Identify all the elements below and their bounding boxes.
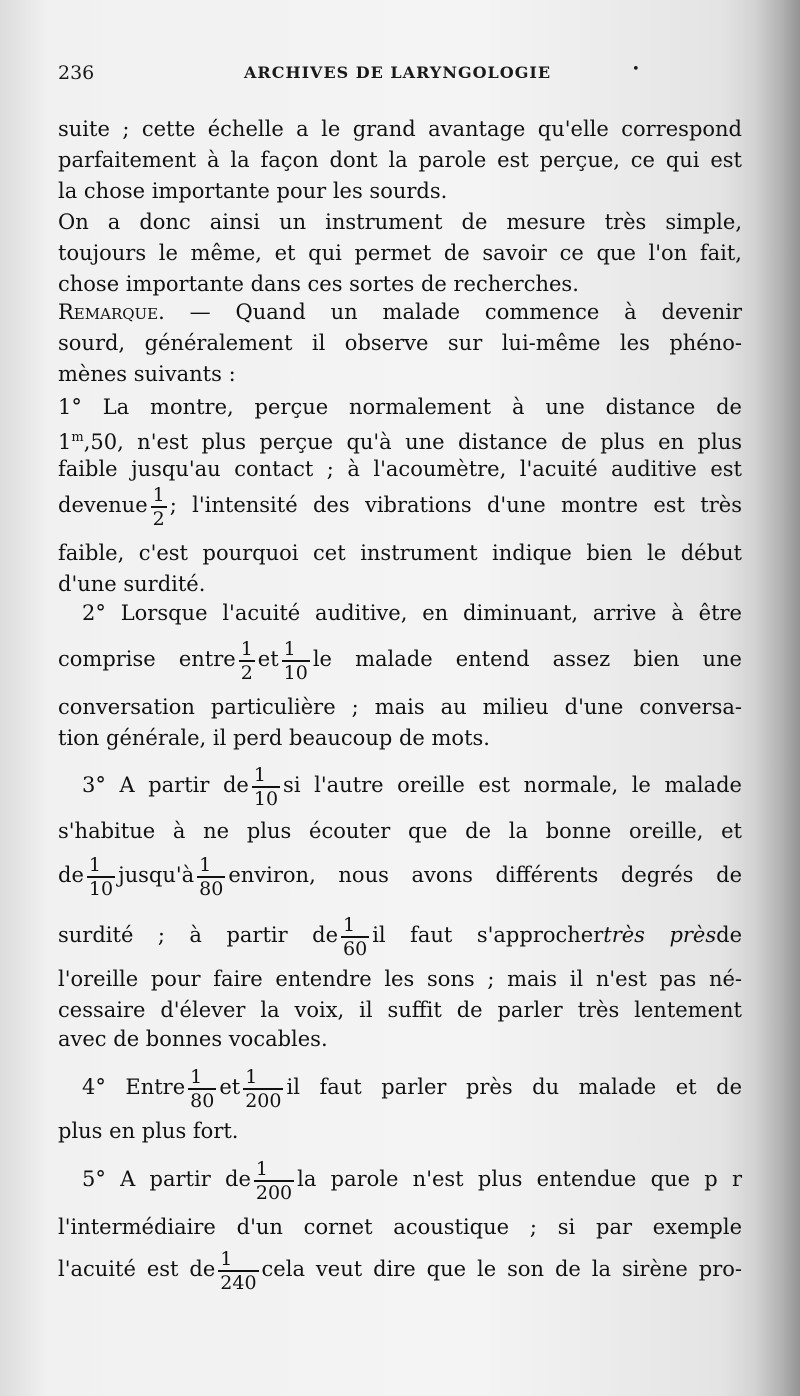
text-line: tion générale, il perd beaucoup de mots. <box>58 726 490 750</box>
fraction: $\frac{1}{80}$ <box>190 1065 215 1112</box>
text-line: devenue $\frac{1}{2}$ ; l'intensité des vibrations d'une montre est très <box>58 483 742 530</box>
text-line: s'habitue à ne plus écouter que de la bonne oreille, et <box>58 819 742 843</box>
text-line: conversation particulière ; mais au milieu d'une conversa- <box>58 695 742 719</box>
text-line: comprise entre $\frac{1}{2}$ et $\frac{1}{10}$ le malade entend assez bien une <box>58 637 742 684</box>
fraction: $\frac{1}{240}$ <box>220 1247 257 1294</box>
text-line: mènes suivants : <box>58 362 236 386</box>
text-line: 2° Lorsque l'acuité auditive, en diminuant, arrive à être <box>82 601 742 625</box>
fraction: $\frac{1}{200}$ <box>245 1065 282 1112</box>
text-line: l'oreille pour faire entendre les sons ; mais il n'est pas né- <box>58 967 742 991</box>
page-gutter-shadow <box>754 0 800 1396</box>
text-line: toujours le même, et qui permet de savoir ce que l'on fait, <box>58 241 742 265</box>
text-line: cessaire d'élever la voix, il suffit de parler très lentement <box>58 998 742 1022</box>
text-line: On a donc ainsi un instrument de mesure très simple, <box>58 210 742 234</box>
text-line: 5° A partir de $\frac{1}{200}$ la parole n'est plus entendue que p r <box>82 1157 742 1204</box>
text-line: parfaitement à la façon dont la parole est perçue, ce qui est <box>58 148 742 172</box>
running-title: ARCHIVES DE LARYNGOLOGIE <box>244 63 552 82</box>
fraction: $\frac{1}{10}$ <box>253 763 279 810</box>
running-header <box>58 60 748 90</box>
text-line: plus en plus fort. <box>58 1119 239 1143</box>
text-line: faible jusqu'au contact ; à l'acoumètre, l'acuité auditive est <box>58 457 742 481</box>
text-line: chose importante dans ces sortes de recherches. <box>58 272 579 296</box>
text-line: 4° Entre $\frac{1}{80}$ et $\frac{1}{200}$ il faut parler près du malade et de <box>82 1065 743 1112</box>
text-line: l'acuité est de $\frac{1}{240}$ cela veut dire que le son de la sirène pro- <box>58 1247 743 1294</box>
fraction: $\frac{1}{2}$ <box>240 637 253 684</box>
text-line: Remarque. — Quand un malade commence à devenir <box>58 300 742 324</box>
fraction: $\frac{1}{200}$ <box>255 1157 293 1204</box>
text-line: avec de bonnes vocables. <box>58 1027 328 1051</box>
text-line: 3° A partir de $\frac{1}{10}$ si l'autre oreille est normale, le malade <box>82 763 742 810</box>
text-line: de $\frac{1}{10}$ jusqu'à $\frac{1}{80}$ environ, nous avons différents degrés de <box>58 853 742 900</box>
text-line: 1° La montre, perçue normalement à une distance de <box>58 395 742 419</box>
fraction: $\frac{1}{10}$ <box>283 637 308 684</box>
text-line: suite ; cette échelle a le grand avantage qu'elle correspond <box>58 117 742 141</box>
fraction: $\frac{1}{2}$ <box>152 483 165 530</box>
page-number: 236 <box>58 62 95 84</box>
remark-lead: Remarque. <box>58 300 165 324</box>
text-line: l'intermédiaire d'un cornet acoustique ; si par exemple <box>58 1215 742 1239</box>
header-mark: • <box>632 62 640 77</box>
text-line: sourd, généralement il observe sur lui-même les phéno- <box>58 331 742 355</box>
text-line: d'une surdité. <box>58 572 206 596</box>
text-line: 1$^m$,50, n'est plus perçue qu'à une distance de plus en plus <box>58 430 742 454</box>
fraction: $\frac{1}{60}$ <box>343 913 368 960</box>
text-line: faible, c'est pourquoi cet instrument indique bien le début <box>58 541 742 565</box>
text-line: surdité ; à partir de $\frac{1}{60}$ il faut s'approchertrès prèsde <box>58 913 743 960</box>
fraction: $\frac{1}{10}$ <box>88 853 114 900</box>
text-line: la chose importante pour les sourds. <box>58 179 448 203</box>
fraction: $\frac{1}{80}$ <box>199 853 224 900</box>
